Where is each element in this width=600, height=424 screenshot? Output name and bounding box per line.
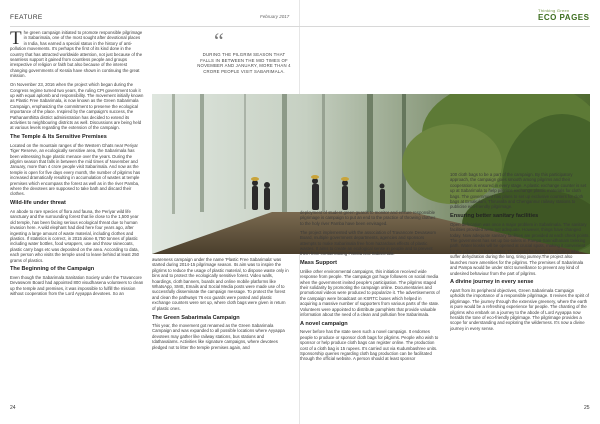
- body-paragraph: Open defecation was once a major problem in Sabarimala. The sanitary facilities provided were not adequate. However, things have changed today. Now adequate sanitary facilities are provided at each check points. The government has set up bio-toilets in Pampa-Sannidhanam trekking path. Water kiosks will be opened at crucial spots, making it convenient for the pilgrims to fetch water. This would be helpful for pilgrims who suffer dehydration during the long, tiring journey.The project also launches more amenities for the pilgrims. The premises of Sabarimala and Pampa would be under strict surveillance to prevent any kind of undesired behaviour from the part of pilgrims.: [450, 221, 590, 276]
- section-heading: The Green Sabarimala Campaign: [152, 314, 240, 321]
- pull-quote-text: DURING THE PILGRIM SEASON THAT FALLS IN BETWEEN THE MID TIMES OF NOVEMBER AND JANUARY, MORE THAN 4 CRORE PEOPLE VISIT SABARIMALA.: [197, 52, 291, 74]
- pull-quote: [196, 30, 292, 100]
- body-paragraph: 100 cloth bags to be a part of the campaign. By this participatory approach, the campaign goes smooth among pilgrims and their cooperation is ensured in every stage. A plastic exchange counter is set up at Sabarimala to help pilgrims exchange plastic materials for cloth bags. The government has plans to set up exclusive counters for cloth bags at Ernakulam, Thiruvalla and Chengannur railway stations to publicise eco-friendly pilgrimage.: [450, 172, 587, 210]
- page-number-right: 25: [584, 405, 590, 411]
- body-paragraph: An abode to rare species of flora and fauna, the Periyar wild life sanctuary and the surrounding forest that lie close to the 1,500 year old temple, has been facing serious ecological threat due to human invasion here. A wild elephant had died here four years ago, after ingesting a large amount of waste material, including clothes and plastics. If statistics is correct, in 2015 alone 8,750 tonnes of plastic including water bottles, food wrappers, use and throw rainecoats, plastic carry bags etc was deposited on the area. According to data, each person who visits the temple used to leave behind at least 250 grams of plastics.: [10, 208, 139, 263]
- section-heading: A novel campaign: [300, 320, 348, 327]
- body-paragraph: On November 23, 2016 when the project which began during the Congress regime turned two years, the ruling CPI government took it up with equal aplomb and responsibility. The movement initially known as Plastic Free Sabarimala, is now known as the Green Sabarimala Campaign, emphasizing the commitment to preserve the ecological importance of the place. Inspired by the campaign's success, the Pathanamthitta district administration has decided to extend its activities to neighbouring districts as well. Discussions are being held at various levels regarding the extension of the campaign.: [10, 82, 144, 131]
- article-column-2: [152, 257, 290, 409]
- body-paragraph: This year, the movement got renamed as the Green Sabarimala Campaign and was expanded to all possible locations where Ayyappa devotees may gather like railway stations, bus stations and Idathavalams. Activities like signature campaigns, where devotees pledged not to litter the temple premises again, and: [152, 323, 285, 350]
- article-column-3: [300, 210, 440, 410]
- section-heading: The Beginning of the Campaign: [10, 266, 95, 273]
- quote-mark-icon: “: [214, 28, 224, 53]
- section-label: FEATURE: [10, 14, 43, 21]
- body-paragraph: Never before has the state seen such a novel campaign. It endorses people to produce or sponsor cloth bags for pilgrims. People who wish to sponsor or help produce cloth bags can register online. The production cost of a cloth bag is 15 rupees. It's carried out via Kudumbashree units. Sponsorship queries regarding cloth bag production can be facilitated through the official website. A person should at least sponsor: [300, 329, 439, 362]
- body-paragraph: The project implemented with the association of Travancore Devaswom Board, multiple government departments, agencies and sponsors attempts to make Sabarimala free from hazardous effects of plastic wastes. It aims to create an ecological sense in people and to prevent them from contaminating Pamba and Sabarimala.: [300, 229, 436, 257]
- logo-wordmark: ECO PAGES: [538, 13, 590, 22]
- issue-date: February 2017: [260, 14, 290, 19]
- logo-tagline: Thinking Green: [538, 8, 570, 13]
- body-paragraph: awareness campaign under the name 'Plastic Free Sabarimala' was started during 2014-15 pilgrimage season. Its aim was to inspire the pilgrims to reduce the usage of plastic material, to dispose waste only in bins and to protect the ecologically sensitive forest. Video walls, hoardings, cloth banners, boards and online mobile platforms like WhatsApp, SMS, Emails and Social Media posts were made use of to successfully disseminate the campaign message. To protect the forest and clean the pathways 76 eco guards were posted and plastic exchange counters were set up, where cloth bags were given in return of plastic ones.: [152, 257, 289, 311]
- section-heading: The Temple & Its Sensitive Premises: [10, 134, 107, 141]
- body-paragraph: Located on the mountain ranges of the Western Ghats near Periyar Tiger Reserve, an ecologically sensitive area, the Sabarimala has been witnessing huge plastic menace over the years. During the pilgrim season that falls in between the mid times of November and January, more than 4 crore people visit Sabarimala. And now as the temple is open for five days every month, the number of pilgrims has increased dramatically resulting in accumulation of wastes at temple premises which encompass the forest as well as in the river Pamba, where the devotees are supposed to take bath and discard their clothes.: [10, 142, 141, 197]
- eco-pages-logo: [538, 8, 594, 26]
- intro-text: he green campaign initiated to promote responsible pilgrimage in Sabarimala, one of the most sought after devotional places in India, has earned a special status in the history of anti-pollution movements. It's perhaps the first of its kind done in the country that has attracted worldwide attention, not just because of the seamless support it gained from countless people and groups irrespective of religion or faith but also because of the interest changing governments of Kerala have shown in continuing the great mission.: [10, 30, 143, 79]
- drop-cap: T: [10, 30, 22, 49]
- article-column-4: [450, 172, 590, 410]
- body-paragraph: Unlike other environmental campaigns, this initiation received wide response from people. The campaign got huge followers on social media when the government invited people's participation. The pilgrims staged their solidarity by promoting the campaign online. Documentaries and promotional videos were produced to popularize it. The advertisements of the campaign were broadcast on KSRTC buses which helped in acquiring a massive number of supporters from various parts of the state. Volunteers were appointed to distribute pamphlets that provide valuable information about the need of a clean and pollution free Sabarimala.: [300, 268, 440, 317]
- body-paragraph: Apart from its peripheral objectives, Green Sabarimala Campaign upholds the importance of a responsible pilgrimage. It revives the spirit of pilgrimage. The journey through the extensive greenery, where the earth is pure would be a refreshing experience for people. The chanting of the pilgrims who embark on a journey to the abode of Lord Ayyappa now heralds the tone of eco-friendly pilgrimage. The pilgrimage provides a scope for understanding and exploring the wilderness. It's now a divine journey in every sense.: [450, 287, 590, 331]
- section-heading: Ensuring better sanitary facilities: [450, 213, 539, 220]
- section-heading: Mass Support: [300, 260, 337, 267]
- page-number-left: 24: [10, 405, 16, 411]
- header-divider: [10, 26, 590, 27]
- section-heading: Wild-life under threat: [10, 200, 66, 207]
- section-heading: A divine journey in every sense: [450, 279, 534, 286]
- article-column-1: [10, 30, 144, 408]
- body-paragraph: Even though the Sabarimala Sanitation Society under the Travancore Devaswom Board had appointed 800 visudhasena volunteers to clean up the temple and premises, it was impossible to fulfill the mission without cooperation from the Lord Ayyappa devotees. So an: [10, 274, 144, 297]
- intro-paragraph: [10, 30, 144, 79]
- body-paragraph: deployment of student green guards to monitor and ensure responsible pilgrimage is campaign to put an end to the practice of throwing clothes to the holy river Pamba have been envisaged.: [300, 210, 436, 226]
